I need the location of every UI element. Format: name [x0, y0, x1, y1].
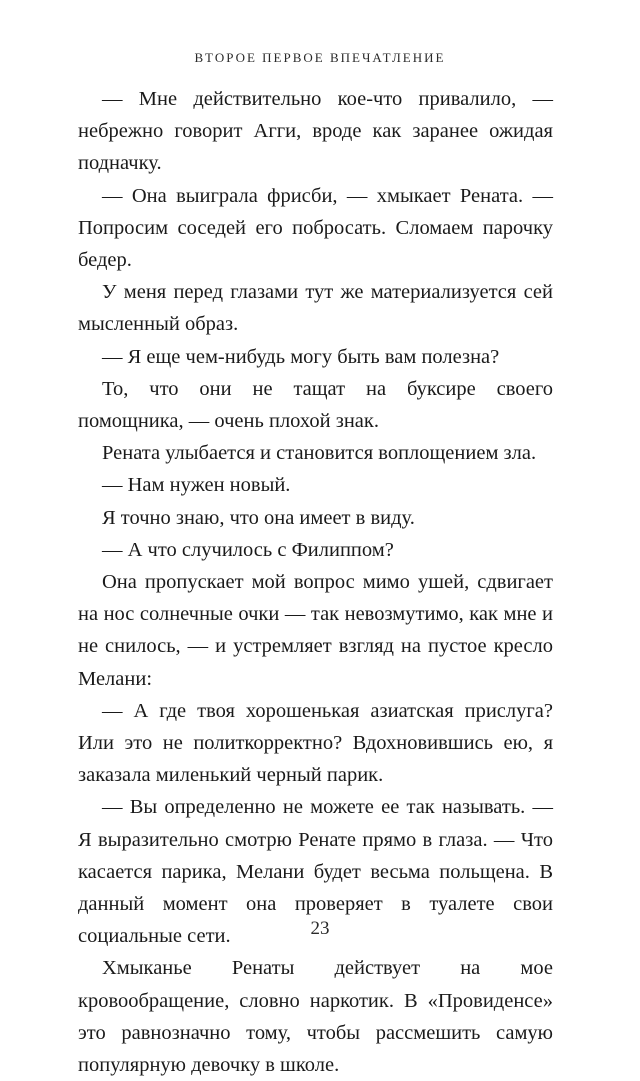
paragraph: — Вы определенно не можете ее так называть. — Я выразительно смотрю Ренате прямо в глаза. — Что касается парика, Мелани будет весьма польщена. В данный момент она проверяет в туалете свои социальные сети.	[78, 796, 553, 948]
paragraph: — Она выиграла фрисби, — хмыкает Рената. — Попросим соседей его побросать. Сломаем парочку бедер.	[78, 184, 553, 272]
paragraph: Она пропускает мой вопрос мимо ушей, сдвигает на нос солнечные очки — так невозмутимо, как мне и не снилось, — и устремляет взгляд на пустое кресло Мелани:	[78, 571, 553, 690]
paragraph: — Нам нужен новый.	[102, 474, 291, 497]
paragraph: — Я еще чем-нибудь могу быть вам полезна?	[102, 345, 500, 368]
paragraph: — А что случилось с Филиппом?	[102, 538, 394, 561]
page-number: 23	[310, 918, 330, 939]
running-head: ВТОРОЕ ПЕРВОЕ ВПЕЧАТЛЕНИЕ	[194, 50, 446, 65]
paragraph: Рената улыбается и становится воплощением зла.	[102, 442, 537, 465]
paragraph: У меня перед глазами тут же материализуется сей мысленный образ.	[78, 281, 553, 336]
paragraph: — Мне действительно кое-что привалило, — небрежно говорит Агги, вроде как заранее ожидая подначку.	[78, 88, 553, 175]
paragraph: То, что они не тащат на буксире своего помощника, — очень плохой знак.	[78, 377, 553, 433]
paragraph: Я точно знаю, что она имеет в виду.	[102, 506, 415, 529]
paragraph: Хмыканье Ренаты действует на мое кровообращение, словно наркотик. В «Провиденсе» это равнозначно тому, чтобы рассмешить самую популярную девочку в школе.	[78, 957, 553, 1077]
paragraph: — А где твоя хорошенькая азиатская прислуга? Или это не политкорректно? Вдохновившись ею, я заказала миленький черный парик.	[78, 699, 553, 787]
